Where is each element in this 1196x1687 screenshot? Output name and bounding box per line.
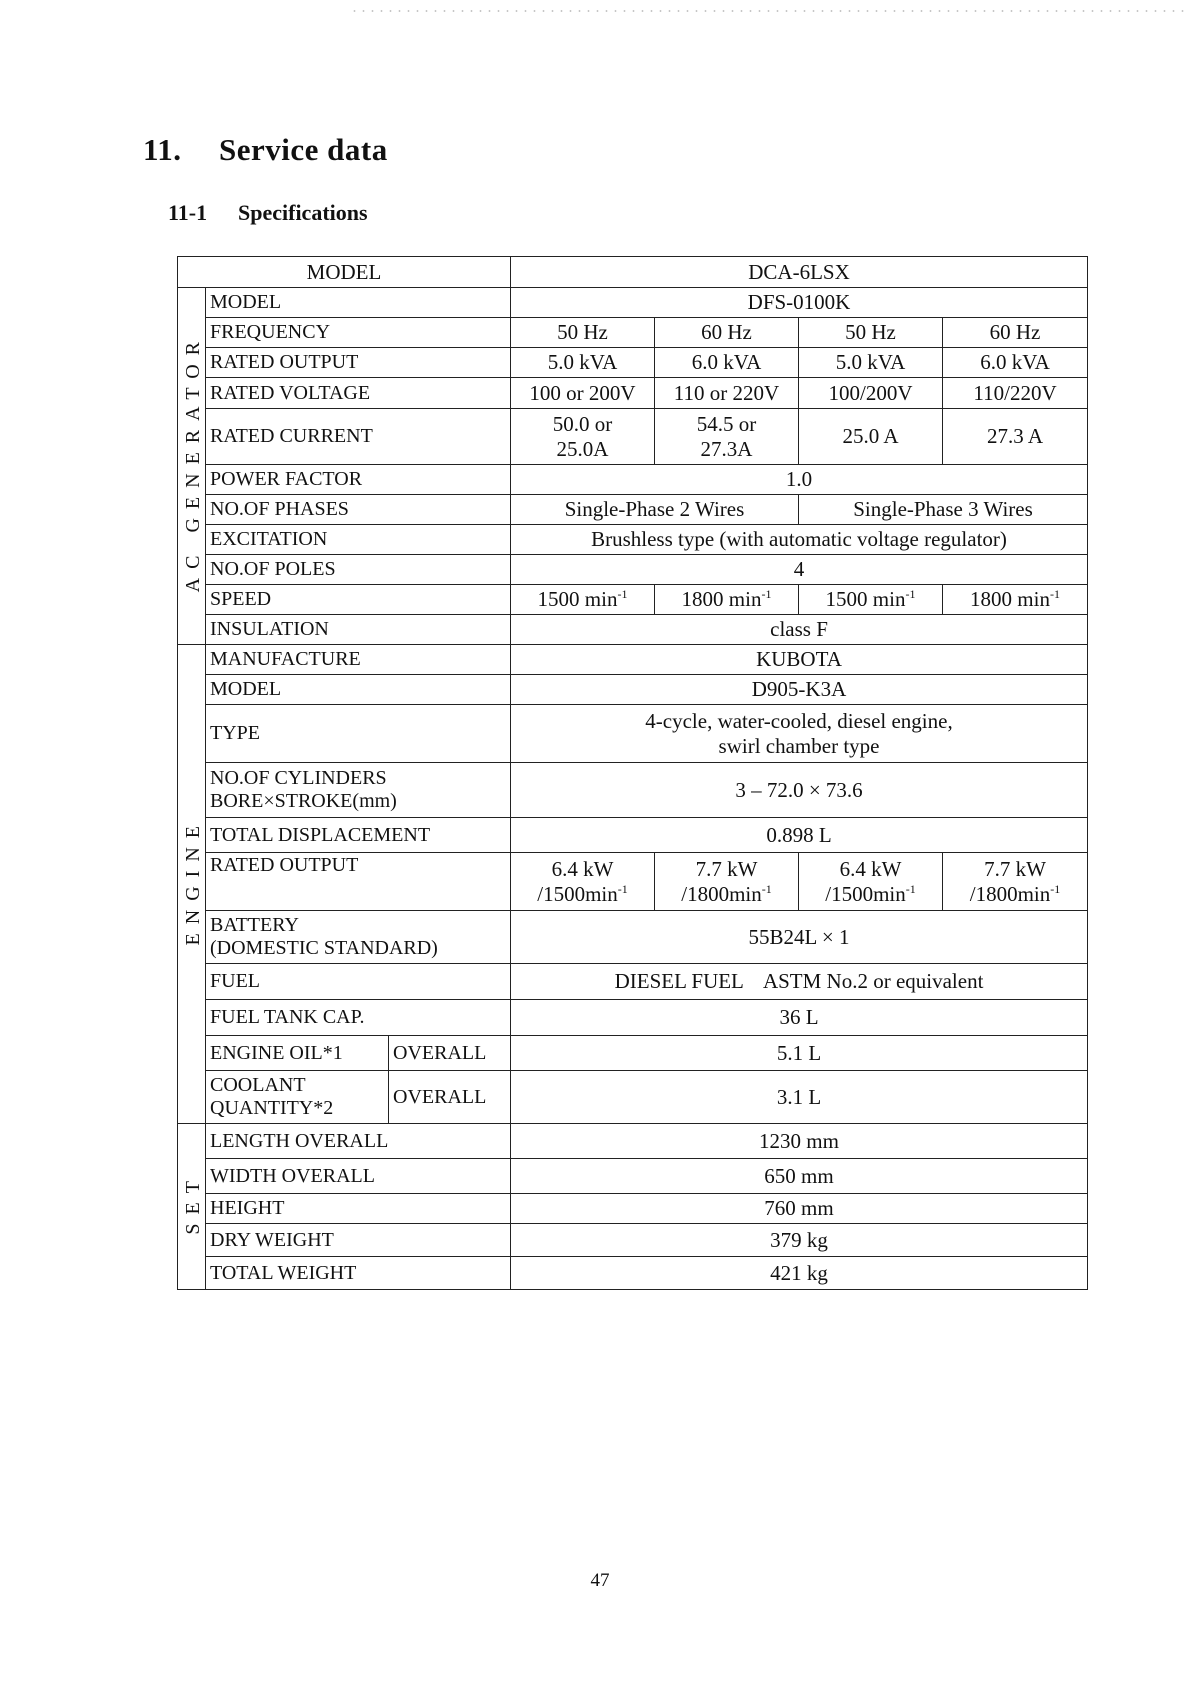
row-label: WIDTH OVERALL bbox=[206, 1159, 511, 1194]
row-value: Brushless type (with automatic voltage regulator) bbox=[511, 525, 1088, 555]
row-value: 1.0 bbox=[511, 465, 1088, 495]
row-label: HEIGHT bbox=[206, 1194, 511, 1224]
table-row bbox=[178, 409, 1088, 465]
cell-value: 110/220V bbox=[943, 378, 1088, 409]
row-value: D905-K3A bbox=[511, 675, 1088, 705]
row-label: RATED OUTPUT bbox=[206, 853, 511, 911]
cell-value: 25.0 A bbox=[799, 409, 943, 465]
cell-value: 50 Hz bbox=[799, 318, 943, 348]
cell-value: 100 or 200V bbox=[511, 378, 655, 409]
table-row bbox=[178, 465, 1088, 495]
row-label: NO.OF CYLINDERS BORE×STROKE(mm) bbox=[206, 763, 511, 818]
cell-value: 110 or 220V bbox=[655, 378, 799, 409]
section-label-engine: ENGINE bbox=[178, 645, 206, 1124]
table-row bbox=[178, 818, 1088, 853]
specifications-table bbox=[177, 256, 1088, 1290]
subsection-number: 11-1 bbox=[168, 200, 208, 225]
table-row bbox=[178, 318, 1088, 348]
row-label: NO.OF PHASES bbox=[206, 495, 511, 525]
row-label: RATED OUTPUT bbox=[206, 348, 511, 378]
row-label: RATED VOLTAGE bbox=[206, 378, 511, 409]
row-label: TYPE bbox=[206, 705, 511, 763]
cell-value: 100/200V bbox=[799, 378, 943, 409]
table-row bbox=[178, 378, 1088, 409]
cell-value: 60 Hz bbox=[943, 318, 1088, 348]
table-row bbox=[178, 1071, 1088, 1124]
cell-value: 27.3 A bbox=[943, 409, 1088, 465]
row-label: TOTAL WEIGHT bbox=[206, 1257, 511, 1290]
section-number: 11. bbox=[143, 132, 182, 167]
table-row bbox=[178, 763, 1088, 818]
cell-value: 1800 $\min^{-1}$ bbox=[655, 585, 799, 615]
cell-value: 50.0 or 25.0A bbox=[511, 409, 655, 465]
row-label: COOLANT QUANTITY*2 bbox=[206, 1071, 389, 1124]
table-row bbox=[178, 1194, 1088, 1224]
row-value: class F bbox=[511, 615, 1088, 645]
row-value: 1230 mm bbox=[511, 1124, 1088, 1159]
section-heading bbox=[143, 132, 388, 168]
section-title: Service data bbox=[219, 132, 388, 167]
table-row bbox=[178, 495, 1088, 525]
cell-value: 7.7 kW $/1800\min^{-1}$ bbox=[943, 853, 1088, 911]
row-sublabel: OVERALL bbox=[389, 1036, 511, 1071]
cell-value: Single-Phase 2 Wires bbox=[511, 495, 799, 525]
table-row bbox=[178, 1224, 1088, 1257]
row-value: 4-cycle, water-cooled, diesel engine, swirl chamber type bbox=[511, 705, 1088, 763]
row-value: 421 kg bbox=[511, 1257, 1088, 1290]
cell-value: 1500 $\min^{-1}$ bbox=[799, 585, 943, 615]
table-row bbox=[178, 1159, 1088, 1194]
row-value: 379 kg bbox=[511, 1224, 1088, 1257]
subsection-heading bbox=[168, 200, 368, 226]
row-value: 3.1 L bbox=[511, 1071, 1088, 1124]
table-row bbox=[178, 853, 1088, 911]
table-row bbox=[178, 348, 1088, 378]
cell-value: 6.4 kW $/1500\min^{-1}$ bbox=[511, 853, 655, 911]
cell-value: 1800 $\min^{-1}$ bbox=[943, 585, 1088, 615]
row-value: 0.898 L bbox=[511, 818, 1088, 853]
row-label: POWER FACTOR bbox=[206, 465, 511, 495]
cell-value: 54.5 or 27.3A bbox=[655, 409, 799, 465]
table-row bbox=[178, 645, 1088, 675]
row-label: SPEED bbox=[206, 585, 511, 615]
cell-value: 6.0 kVA bbox=[943, 348, 1088, 378]
model-header-label: MODEL bbox=[178, 257, 511, 288]
row-label: FUEL bbox=[206, 964, 511, 1000]
section-label-set: SET bbox=[178, 1124, 206, 1290]
table-row bbox=[178, 288, 1088, 318]
row-label: RATED CURRENT bbox=[206, 409, 511, 465]
table-row bbox=[178, 525, 1088, 555]
table-row bbox=[178, 1257, 1088, 1290]
cell-value: 5.0 kVA bbox=[511, 348, 655, 378]
row-value: 650 mm bbox=[511, 1159, 1088, 1194]
table-row bbox=[178, 964, 1088, 1000]
page-number: 47 bbox=[590, 1570, 610, 1591]
row-label: BATTERY (DOMESTIC STANDARD) bbox=[206, 911, 511, 964]
row-value: 36 L bbox=[511, 1000, 1088, 1036]
table-row bbox=[178, 585, 1088, 615]
row-label: FREQUENCY bbox=[206, 318, 511, 348]
cell-value: 5.0 kVA bbox=[799, 348, 943, 378]
cell-value: 60 Hz bbox=[655, 318, 799, 348]
table-row bbox=[178, 675, 1088, 705]
row-value: 5.1 L bbox=[511, 1036, 1088, 1071]
table-row bbox=[178, 1000, 1088, 1036]
subsection-title: Specifications bbox=[238, 200, 368, 225]
row-value: DFS-0100K bbox=[511, 288, 1088, 318]
table-row bbox=[178, 257, 1088, 288]
table-row bbox=[178, 911, 1088, 964]
row-value: DIESEL FUEL ASTM No.2 or equivalent bbox=[511, 964, 1088, 1000]
cell-value: 6.0 kVA bbox=[655, 348, 799, 378]
row-label: FUEL TANK CAP. bbox=[206, 1000, 511, 1036]
cell-value: 1500 $\min^{-1}$ bbox=[511, 585, 655, 615]
table-row bbox=[178, 555, 1088, 585]
cell-value: 7.7 kW $/1800\min^{-1}$ bbox=[655, 853, 799, 911]
table-row bbox=[178, 615, 1088, 645]
row-value: 4 bbox=[511, 555, 1088, 585]
row-label: MANUFACTURE bbox=[206, 645, 511, 675]
row-label: MODEL bbox=[206, 675, 511, 705]
scan-artifact bbox=[350, 10, 1190, 12]
table-row bbox=[178, 1124, 1088, 1159]
row-label: NO.OF POLES bbox=[206, 555, 511, 585]
row-value: KUBOTA bbox=[511, 645, 1088, 675]
row-label: ENGINE OIL*1 bbox=[206, 1036, 389, 1071]
row-label: TOTAL DISPLACEMENT bbox=[206, 818, 511, 853]
row-label: LENGTH OVERALL bbox=[206, 1124, 511, 1159]
row-value: 55B24L × 1 bbox=[511, 911, 1088, 964]
row-value: 760 mm bbox=[511, 1194, 1088, 1224]
row-value: 3 – 72.0 × 73.6 bbox=[511, 763, 1088, 818]
row-label: INSULATION bbox=[206, 615, 511, 645]
row-label: DRY WEIGHT bbox=[206, 1224, 511, 1257]
table-row bbox=[178, 1036, 1088, 1071]
model-header-value: DCA-6LSX bbox=[511, 257, 1088, 288]
table-row bbox=[178, 705, 1088, 763]
cell-value: 6.4 kW $/1500\min^{-1}$ bbox=[799, 853, 943, 911]
section-label-generator: AC GENERATOR bbox=[178, 288, 206, 645]
cell-value: 50 Hz bbox=[511, 318, 655, 348]
row-sublabel: OVERALL bbox=[389, 1071, 511, 1124]
row-label: MODEL bbox=[206, 288, 511, 318]
row-label: EXCITATION bbox=[206, 525, 511, 555]
cell-value: Single-Phase 3 Wires bbox=[799, 495, 1088, 525]
